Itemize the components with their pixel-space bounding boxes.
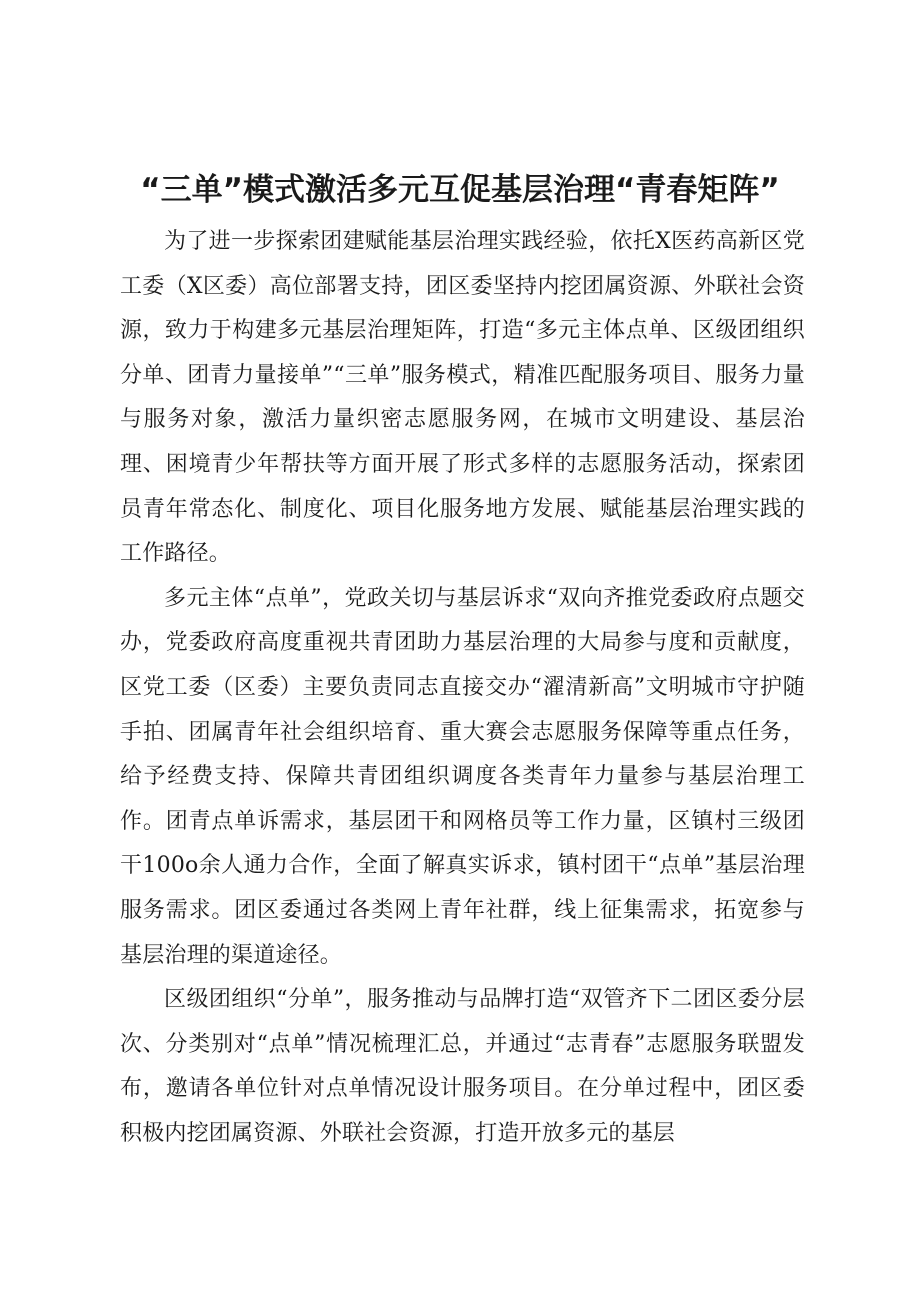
paragraph-split-order: 区级团组织“分单”，服务推动与品牌打造“双管齐下二团区委分层次、分类别对“点单”情况梳理汇总，并通过“志青春”志愿服务联盟发布，邀请各单位针对点单情况设计服务项目。在分单过程中，团区委积极内挖团属资源、外联社会资源，打造开放多元的基层 xyxy=(120,987,805,1146)
document-title: “三单”模式激活多元互促基层治理“青春矩阵” xyxy=(140,172,780,208)
paragraph-point-order: 多元主体“点单”，党政关切与基层诉求“双向齐推党委政府点题交办，党委政府高度重视共青团助力基层治理的大局参与度和贡献度，区党工委（区委）主要负责同志直接交办“濯清新高”文明城市守护随手拍、团属青年社会组织培育、重大赛会志愿服务保障等重点任务，给予经费支持、保障共青团组织调度各类青年力量参与基层治理工作。团青点单诉需求，基层团干和网格员等工作力量，区镇村三级团干100o余人通力合作，全面了解真实诉求，镇村团干“点单”基层治理服务需求。团区委通过各类网上青年社群，线上征集需求，拓宽参与基层治理的渠道途径。 xyxy=(120,585,805,968)
paragraph-intro: 为了进一步探索团建赋能基层治理实践经验，依托X医药高新区党工委（X区委）高位部署支持，团区委坚持内挖团属资源、外联社会资源，致力于构建多元基层治理矩阵，打造“多元主体点单、区级团组织分单、团青力量接单”“三单”服务模式，精准匹配服务项目、服务力量与服务对象，激活力量织密志愿服务网，在城市文明建设、基层治理、困境青少年帮扶等方面开展了形式多样的志愿服务活动，探索团员青年常态化、制度化、项目化服务地方发展、赋能基层治理实践的工作路径。 xyxy=(120,229,805,567)
document-body xyxy=(120,220,805,1156)
